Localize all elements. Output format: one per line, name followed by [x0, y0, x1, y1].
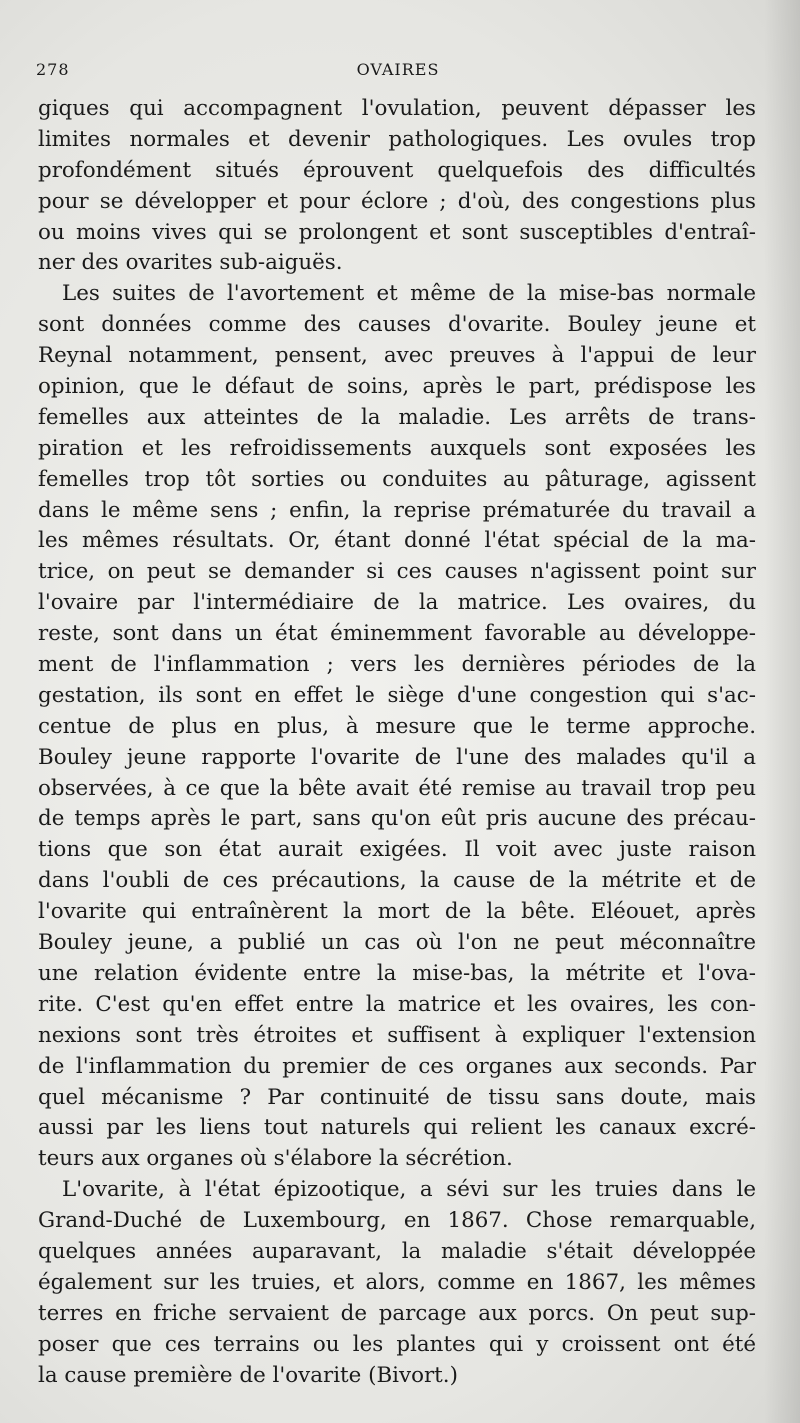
text-line: giques qui accompagnent l'ovulation, peuvent dépasser les: [38, 96, 756, 121]
text-line: dans l'oubli de ces précautions, la cause de la métrite et de: [38, 868, 756, 894]
text-line: centue de plus en plus, à mesure que le terme approche.: [38, 713, 756, 739]
text-line: aussi par les liens tout naturels qui relient les canaux excré-: [38, 1115, 756, 1141]
text-line: profondément situés éprouvent quelquefois des difficultés: [38, 157, 756, 183]
text-line: teurs aux organes où s'élabore la sécrétion.: [38, 1146, 513, 1172]
page-edge-shadow: [764, 0, 800, 1423]
text-line: dans le même sens ; enfin, la reprise prématurée du travail a: [38, 497, 756, 523]
text-line: L'ovarite, à l'état épizootique, a sévi sur les truies dans le: [62, 1177, 756, 1203]
text-line: femelles trop tôt sorties ou conduites au pâturage, agissent: [38, 466, 756, 492]
text-line: quel mécanisme ? Par continuité de tissu sans doute, mais: [38, 1084, 756, 1110]
text-line: piration et les refroidissements auxquels sont exposées les: [38, 435, 756, 461]
page-title: OVAIRES: [356, 60, 440, 79]
text-line: limites normales et devenir pathologiques. Les ovules trop: [38, 126, 756, 152]
body-text: [38, 94, 756, 1391]
text-line: l'ovarite qui entraînèrent la mort de la bête. Eléouet, après: [38, 899, 756, 925]
text-line: reste, sont dans un état éminemment favorable au développe-: [38, 621, 756, 647]
text-line: la cause première de l'ovarite (Bivort.): [38, 1362, 458, 1388]
text-line: Les suites de l'avortement et même de la mise-bas normale: [62, 281, 756, 307]
running-head: [36, 60, 760, 84]
text-line: de l'inflammation du premier de ces organes aux seconds. Par: [38, 1053, 756, 1079]
text-line: de temps après le part, sans qu'on eût pris aucune des précau-: [38, 806, 756, 832]
text-line: une relation évidente entre la mise-bas, la métrite et l'ova-: [38, 960, 756, 986]
text-line: opinion, que le défaut de soins, après le part, prédispose les: [38, 374, 756, 400]
text-line: quelques années auparavant, la maladie s'était développée: [38, 1238, 756, 1264]
text-line: ment de l'inflammation ; vers les dernières périodes de la: [38, 652, 756, 678]
text-line: tions que son état aurait exigées. Il voit avec juste raison: [38, 837, 756, 863]
text-line: nexions sont très étroites et suffisent à expliquer l'extension: [38, 1022, 756, 1048]
text-line: observées, à ce que la bête avait été remise au travail trop peu: [38, 775, 756, 801]
text-line: terres en friche servaient de parcage aux porcs. On peut sup-: [38, 1300, 756, 1326]
text-line: l'ovaire par l'intermédiaire de la matrice. Les ovaires, du: [38, 590, 756, 616]
text-line: poser que ces terrains ou les plantes qui y croissent ont été: [38, 1331, 756, 1357]
text-line: gestation, ils sont en effet le siège d'une congestion qui s'ac-: [38, 682, 756, 708]
page-number: 278: [36, 60, 70, 79]
text-line: Grand-Duché de Luxembourg, en 1867. Chose remarquable,: [38, 1208, 756, 1234]
text-line: également sur les truies, et alors, comme en 1867, les mêmes: [38, 1269, 756, 1295]
text-line: Bouley jeune, a publié un cas où l'on ne peut méconnaître: [38, 930, 756, 956]
text-line: sont données comme des causes d'ovarite. Bouley jeune et: [38, 312, 756, 338]
text-line: Bouley jeune rapporte l'ovarite de l'une des malades qu'il a: [38, 744, 756, 770]
text-line: trice, on peut se demander si ces causes n'agissent point sur: [38, 559, 756, 585]
text-line: les mêmes résultats. Or, étant donné l'état spécial de la ma-: [38, 528, 756, 554]
text-line: femelles aux atteintes de la maladie. Les arrêts de trans-: [38, 404, 756, 430]
text-line: pour se développer et pour éclore ; d'où, des congestions plus: [38, 188, 756, 214]
text-line: rite. C'est qu'en effet entre la matrice et les ovaires, les con-: [38, 991, 756, 1017]
text-line: ner des ovarites sub-aiguës.: [38, 250, 343, 276]
text-line: ou moins vives qui se prolongent et sont susceptibles d'entraî-: [38, 219, 756, 245]
text-line: Reynal notamment, pensent, avec preuves à l'appui de leur: [38, 343, 756, 369]
